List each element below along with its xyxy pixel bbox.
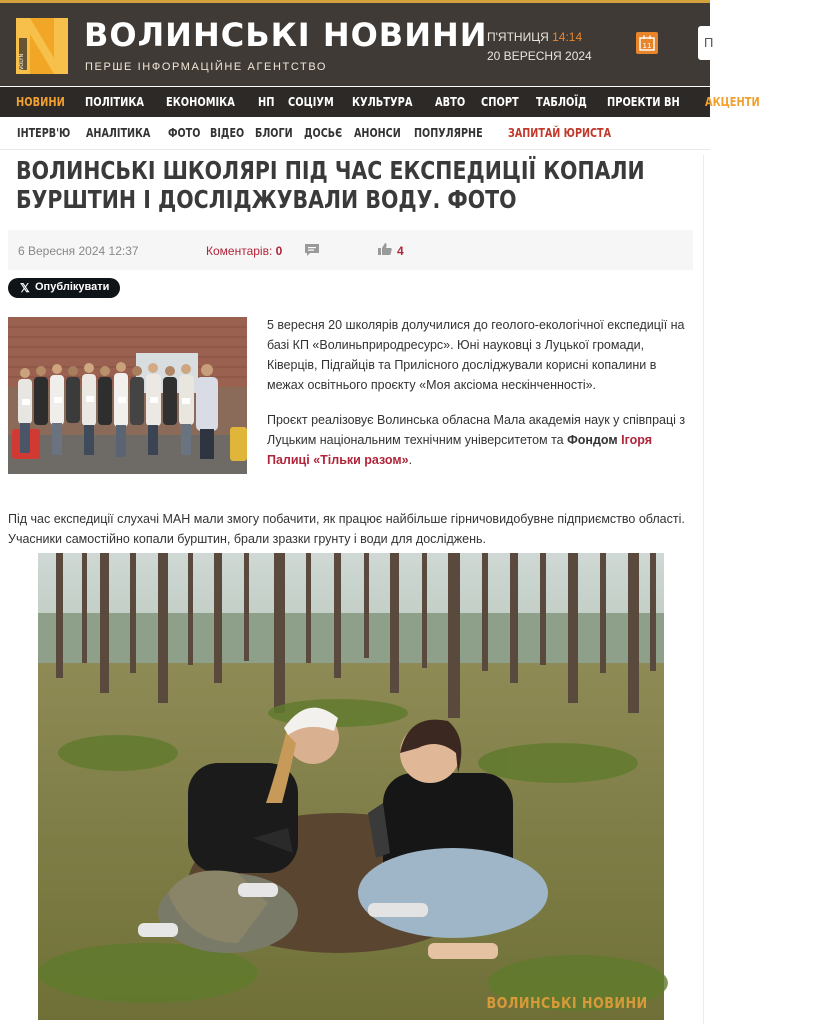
nav-item-news[interactable]: НОВИНИ	[16, 95, 65, 109]
current-time: 14:14	[552, 30, 583, 44]
calendar-icon	[636, 32, 658, 54]
share-label: Опублікувати	[35, 281, 110, 293]
thumbs-up-icon[interactable]	[377, 242, 393, 256]
main-nav	[0, 87, 833, 117]
forest-photo[interactable]	[38, 553, 664, 1020]
photo-watermark: ВОЛИНСЬКІ НОВИНИ	[486, 994, 648, 1012]
current-date	[487, 28, 592, 66]
subnav-item-photo[interactable]: ФОТО	[167, 126, 201, 140]
article-intro	[267, 315, 692, 485]
date-text: 20 ВЕРЕСНЯ 2024	[487, 49, 592, 63]
intro-paragraph-2-end: .	[408, 453, 413, 467]
nav-item-society[interactable]: СОЦІУМ	[287, 95, 334, 109]
subnav-item-dossier[interactable]: ДОСЬЄ	[304, 126, 343, 140]
sidebar-divider	[703, 155, 704, 1024]
site-title[interactable]: ВОЛИНСЬКІ НОВИНИ	[84, 16, 488, 54]
comments-count: 0	[275, 244, 283, 258]
fund-link[interactable]: Ігоря Палиці «Тільки разом»	[267, 433, 653, 467]
comment-icon[interactable]	[304, 243, 320, 257]
nav-item-accents[interactable]: АКЦЕНТИ	[704, 95, 760, 109]
nav-item-economy[interactable]: ЕКОНОМІКА	[165, 95, 235, 109]
article-title: ВОЛИНСЬКІ ШКОЛЯРІ ПІД ЧАС ЕКСПЕДИЦІЇ КОПАЛИ БУРШТИН І ДОСЛІДЖУВАЛИ ВОДУ. ФОТО	[16, 156, 645, 214]
svg-text:VOLYN: VOLYN	[19, 53, 25, 70]
x-logo-icon: 𝕏	[20, 281, 30, 295]
intro-paragraph-1: 5 вересня 20 школярів долучилися до геолого-екологічної експедиції на базі КП «Волиньприродресурс». Юні науковці з Луцької громади, Ківерців, Підгайців та Прилісного досліджували корисні копалини в межах освітнього проєкту «Моя аксіома нескінченності».	[267, 318, 685, 392]
article-meta	[8, 230, 693, 270]
subnav-item-ask-lawyer[interactable]: ЗАПИТАЙ ЮРИСТА	[508, 126, 612, 140]
group-photo[interactable]	[8, 317, 247, 474]
nav-item-tribune[interactable]: ТРИБУНА	[780, 95, 833, 109]
nav-item-projects[interactable]: ПРОЕКТИ ВН	[606, 95, 680, 109]
nav-item-culture[interactable]: КУЛЬТУРА	[352, 95, 413, 109]
weekday: П'ЯТНИЦЯ	[487, 30, 549, 44]
calendar-day: 11	[642, 42, 652, 50]
nav-item-emergency[interactable]: НП	[258, 95, 275, 109]
site-logo-icon[interactable]	[16, 18, 68, 74]
subnav-item-announcements[interactable]: АНОНСИ	[353, 126, 401, 140]
nav-item-tabloid[interactable]: ТАБЛОЇД	[535, 95, 587, 109]
calendar-button[interactable]	[636, 32, 658, 54]
subnav-item-blogs[interactable]: БЛОГИ	[255, 126, 293, 140]
forest-image	[38, 553, 664, 1020]
nav-item-sport[interactable]: СПОРТ	[480, 95, 519, 109]
search-placeholder: П	[704, 35, 714, 50]
article-date: 6 Вересня 2024 12:37	[18, 244, 139, 258]
nav-item-politics[interactable]: ПОЛІТИКА	[84, 95, 144, 109]
subnav-item-analytics[interactable]: АНАЛІТИКА	[85, 126, 150, 140]
header-accent-line	[0, 0, 710, 3]
subnav-item-popular[interactable]: ПОПУЛЯРНЕ	[414, 126, 483, 140]
x-share-button[interactable]	[8, 278, 120, 298]
site-header	[0, 0, 714, 86]
comments-link[interactable]	[206, 244, 282, 258]
search-input[interactable]	[698, 26, 738, 60]
article-paragraph: Під час експедиції слухачі МАН мали змогу побачити, як працює найбільше гірничовидобувне підприємство області. Учасники самостійно копали бурштин, брали зразки грунту і води для досліджень.	[8, 512, 685, 546]
likes-count: 4	[397, 244, 404, 258]
site-subtitle: ПЕРШЕ ІНФОРМАЦІЙНЕ АГЕНТСТВО	[85, 61, 328, 73]
sub-nav	[0, 117, 710, 150]
subnav-item-video[interactable]: ВІДЕО	[210, 126, 245, 140]
nav-item-auto[interactable]: АВТО	[435, 95, 466, 109]
intro-fund-label: Фондом	[567, 433, 618, 447]
intro-paragraph-2-text: Проєкт реалізовує Волинська обласна Мала академія наук у співпраці з Луцьким національним технічним університетом та	[267, 413, 686, 447]
intro-paragraph-2	[267, 410, 692, 470]
subnav-item-interview[interactable]: ІНТЕРВ'Ю	[17, 126, 71, 140]
comments-label: Коментарів:	[206, 244, 273, 258]
